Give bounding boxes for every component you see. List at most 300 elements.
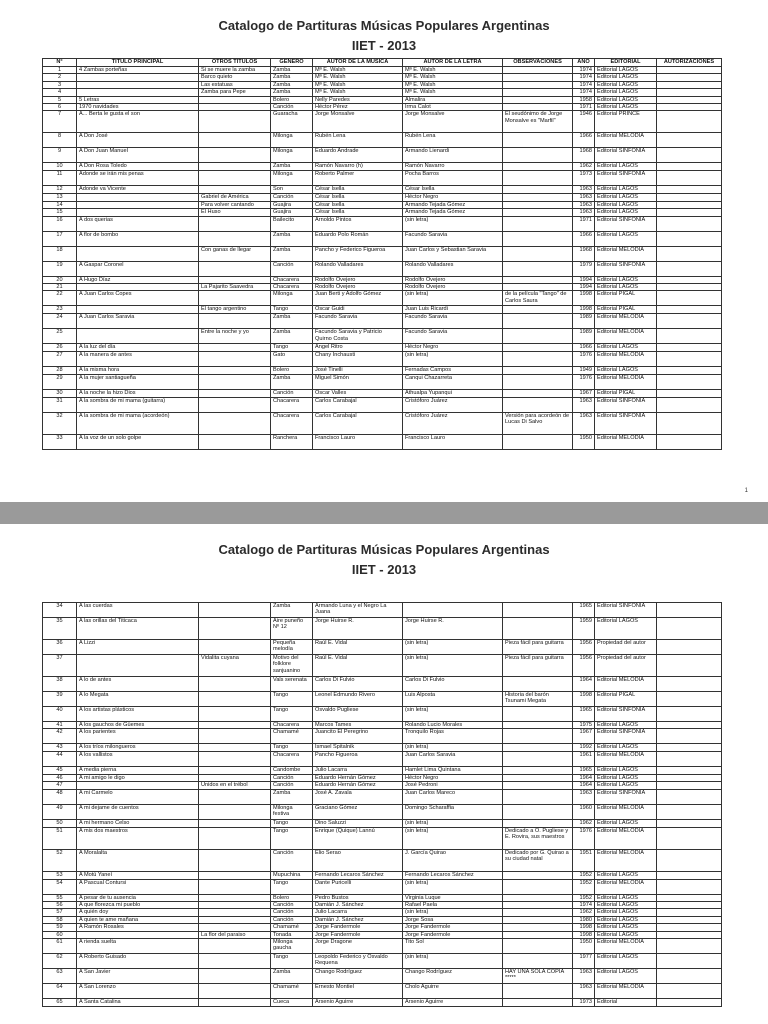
year-cell: 1946 [573,111,595,133]
observations-cell [503,148,573,163]
year-cell: 1974 [573,74,595,81]
genre-cell: Chacarera [271,751,313,766]
observations-cell [503,284,573,291]
music-author-cell: Eduardo Polo Román [313,231,403,246]
music-author-cell: Jorge Dragone [313,939,403,954]
column-header: OBSERVACIONES [503,59,573,67]
main-title-cell: A Don Juan Manuel [77,148,199,163]
row-number-cell: 22 [43,291,77,306]
authorizations-cell [657,186,722,194]
other-title-cell [199,879,271,894]
music-author-cell: Nelly Paredes [313,96,403,103]
genre-cell: Chacarera [271,397,313,412]
authorizations-cell [657,902,722,909]
genre-cell: Zamba [271,314,313,329]
genre-cell: Canción [271,194,313,201]
publisher-cell: Editorial LAGOS [595,902,657,909]
other-title-cell: El Huso [199,209,271,216]
music-author-cell: Chany Inchausti [313,352,403,367]
music-author-cell: Carlos Carabajal [313,397,403,412]
row-number-cell: 63 [43,969,77,984]
authorizations-cell [657,640,722,655]
authorizations-cell [657,104,722,111]
year-cell: 1963 [573,969,595,984]
year-cell: 1980 [573,916,595,923]
main-title-cell: 5 Letras [77,96,199,103]
main-title-cell: A los parientes [77,729,199,744]
genre-cell: Pequeña melodía [271,640,313,655]
lyrics-author-cell: Mª E. Walsh [403,67,503,74]
other-title-cell [199,692,271,707]
table-row [43,276,722,283]
observations-cell [503,344,573,352]
row-number-cell: 47 [43,782,77,789]
lyrics-author-cell: Jorge Huirse R. [403,618,503,640]
catalog-page-2 [0,524,768,1024]
lyrics-author-cell: (sin letra) [403,909,503,916]
lyrics-author-cell: Hamlet Lima Quintana [403,766,503,774]
row-number-cell: 61 [43,939,77,954]
observations-cell [503,374,573,389]
row-number-cell: 10 [43,163,77,171]
observations-cell: de la película "Tango" de Carlos Saura [503,291,573,306]
music-author-cell: Raúl E. Vidal [313,640,403,655]
year-cell: 1994 [573,276,595,283]
music-author-cell: Oscar Valles [313,389,403,397]
music-author-cell: Carlos Di Fulvio [313,677,403,692]
observations-cell: HAY UNA SOLA COPIA ***** [503,969,573,984]
lyrics-author-cell: (sin letra) [403,291,503,306]
table-row [43,751,722,766]
authorizations-cell [657,931,722,938]
lyrics-author-cell: Canqui Chazarreta [403,374,503,389]
lyrics-author-cell: (sin letra) [403,954,503,969]
genre-cell: Zamba [271,374,313,389]
music-author-cell: Ramón Navarro (h) [313,163,403,171]
genre-cell: Gato [271,352,313,367]
main-title-cell: A rienda suelta [77,939,199,954]
publisher-cell: Editorial LAGOS [595,782,657,789]
observations-cell [503,209,573,216]
genre-cell: Tonada [271,931,313,938]
main-title-cell [77,284,199,291]
table-row [43,104,722,111]
lyrics-author-cell: Juan Carlos Mareco [403,789,503,804]
year-cell: 1963 [573,984,595,999]
genre-cell: Bolero [271,96,313,103]
lyrics-author-cell: Cholo Aguirre [403,984,503,999]
music-author-cell: Angel Ritro [313,344,403,352]
row-number-cell: 34 [43,603,77,618]
row-number-cell: 8 [43,133,77,148]
row-number-cell: 12 [43,186,77,194]
year-cell: 1964 [573,782,595,789]
authorizations-cell [657,276,722,283]
genre-cell: Canción [271,916,313,923]
genre-cell: Zamba [271,163,313,171]
observations-cell [503,133,573,148]
authorizations-cell [657,827,722,849]
observations-cell [503,81,573,88]
music-author-cell: Armando Luna y el Negro La Juana [313,603,403,618]
row-number-cell: 43 [43,744,77,751]
authorizations-cell [657,194,722,201]
main-title-cell: A mi amigo le digo [77,774,199,781]
genre-cell: Cueca [271,999,313,1007]
genre-cell: Milonga [271,171,313,186]
music-author-cell: Chango Rodríguez [313,969,403,984]
row-number-cell: 7 [43,111,77,133]
table-row [43,924,722,931]
observations-cell: Versión para acordeón de Lucas Di Salvo [503,412,573,434]
genre-cell: Tango [271,879,313,894]
main-title-cell: A las orillas del Titicaca [77,618,199,640]
observations-cell [503,916,573,923]
publisher-cell: Editorial LAGOS [595,618,657,640]
other-title-cell [199,789,271,804]
lyrics-author-cell: J. García Quirao [403,849,503,871]
publisher-cell: Editorial LAGOS [595,201,657,208]
genre-cell: Zamba [271,231,313,246]
genre-cell: Canción [271,782,313,789]
publisher-cell: Editorial LAGOS [595,774,657,781]
lyrics-author-cell: Fernadas Campos [403,367,503,374]
year-cell: 1975 [573,722,595,729]
publisher-cell: Editorial MELODIA [595,314,657,329]
table-row [43,186,722,194]
genre-cell: Zamba [271,67,313,74]
main-title-cell [77,782,199,789]
music-author-cell: Jorge Fandermole [313,924,403,931]
music-author-cell: César Isella [313,186,403,194]
genre-cell: Tango [271,827,313,849]
other-title-cell [199,412,271,434]
other-title-cell: La flor del paraiso [199,931,271,938]
other-title-cell [199,352,271,367]
genre-cell: Bailecito [271,216,313,231]
authorizations-cell [657,89,722,96]
observations-cell [503,306,573,314]
music-author-cell: Jorge Monsalve [313,111,403,133]
other-title-cell [199,954,271,969]
table-row [43,291,722,306]
other-title-cell [199,969,271,984]
row-number-cell: 5 [43,96,77,103]
column-header: EDITORIAL [595,59,657,67]
other-title-cell: Vidalita cuyana [199,655,271,677]
authorizations-cell [657,954,722,969]
year-cell: 1962 [573,819,595,827]
main-title-cell: Adonde va Vicente [77,186,199,194]
genre-cell: Zamba [271,89,313,96]
publisher-cell: Editorial PRINCE [595,111,657,133]
year-cell: 1960 [573,804,595,819]
year-cell: 1998 [573,931,595,938]
publisher-cell: Editorial LAGOS [595,819,657,827]
main-title-cell: A mi hermano Celso [77,819,199,827]
year-cell: 1979 [573,261,595,276]
main-title-cell [77,89,199,96]
publisher-cell: Editorial MELODIA [595,677,657,692]
genre-cell: Canción [271,909,313,916]
observations-cell [503,722,573,729]
table-row [43,231,722,246]
observations-cell [503,201,573,208]
main-title-cell: A Roberto Guisado [77,954,199,969]
publisher-cell: Editorial LAGOS [595,276,657,283]
authorizations-cell [657,924,722,931]
lyrics-author-cell [403,603,503,618]
music-author-cell: Roberto Palmer [313,171,403,186]
observations-cell [503,367,573,374]
other-title-cell [199,827,271,849]
music-author-cell: César Isella [313,201,403,208]
publisher-cell: Editorial LAGOS [595,766,657,774]
lyrics-author-cell: Jorge Fandermole [403,924,503,931]
main-title-cell: A la sombra de mi mama (acordeón) [77,412,199,434]
publisher-cell: Editorial LAGOS [595,186,657,194]
music-author-cell: José A. Zavala [313,789,403,804]
row-number-cell: 6 [43,104,77,111]
authorizations-cell [657,201,722,208]
authorizations-cell [657,329,722,344]
other-title-cell [199,984,271,999]
authorizations-cell [657,729,722,744]
lyrics-author-cell: Mª E. Walsh [403,81,503,88]
genre-cell: Aire puneño Nº 12 [271,618,313,640]
table-row [43,879,722,894]
publisher-cell: Editorial LAGOS [595,194,657,201]
music-author-cell: Arnoldo Pintos [313,216,403,231]
main-title-cell: A Don Rosa Toledo [77,163,199,171]
row-number-cell: 32 [43,412,77,434]
row-number-cell: 21 [43,284,77,291]
row-number-cell: 4 [43,89,77,96]
genre-cell: Chamamé [271,984,313,999]
authorizations-cell [657,231,722,246]
music-author-cell: Eduardo Andrade [313,148,403,163]
genre-cell: Chacarera [271,412,313,434]
row-number-cell: 35 [43,618,77,640]
row-number-cell: 56 [43,902,77,909]
table-row [43,766,722,774]
observations-cell: El seudónimo de Jorge Monsalve es "Marfil" [503,111,573,133]
table-row [43,261,722,276]
main-title-cell [77,209,199,216]
row-number-cell: 36 [43,640,77,655]
music-author-cell: Arsenio Aguirre [313,999,403,1007]
year-cell: 1950 [573,939,595,954]
year-cell: 1966 [573,231,595,246]
observations-cell [503,744,573,751]
row-number-cell: 59 [43,924,77,931]
publisher-cell: Editorial MELODIA [595,879,657,894]
table-row [43,148,722,163]
observations-cell [503,931,573,938]
authorizations-cell [657,871,722,879]
genre-cell: Zamba [271,74,313,81]
publisher-cell: Editorial SINFONIA [595,397,657,412]
year-cell: 1971 [573,104,595,111]
lyrics-author-cell: Mª E. Walsh [403,89,503,96]
row-number-cell: 18 [43,246,77,261]
publisher-cell: Editorial SINFONIA [595,729,657,744]
publisher-cell: Editorial LAGOS [595,744,657,751]
authorizations-cell [657,999,722,1007]
main-title-cell: A la luz del día [77,344,199,352]
main-title-cell: A que florezca mi pueblo [77,902,199,909]
table-row [43,849,722,871]
lyrics-author-cell: Facundo Saravia [403,329,503,344]
other-title-cell [199,276,271,283]
publisher-cell: Editorial LAGOS [595,104,657,111]
genre-cell: Tango [271,306,313,314]
lyrics-author-cell: Rubén Lena [403,133,503,148]
publisher-cell: Editorial SINFONIA [595,148,657,163]
other-title-cell [199,96,271,103]
table-row [43,909,722,916]
authorizations-cell [657,81,722,88]
lyrics-author-cell: Armando Lienardi [403,148,503,163]
lyrics-author-cell: Cristóforo Juárez [403,412,503,434]
year-cell: 1966 [573,133,595,148]
publisher-cell: Editorial SINFONIA [595,789,657,804]
lyrics-author-cell: (sin letra) [403,655,503,677]
publisher-cell: Editorial PIGAL [595,389,657,397]
main-title-cell: A Moralalta [77,849,199,871]
genre-cell: Chacarera [271,284,313,291]
table-row [43,367,722,374]
column-header: OTROS TITULOS [199,59,271,67]
other-title-cell [199,909,271,916]
year-cell: 1963 [573,789,595,804]
other-title-cell: Para volver cantando [199,201,271,208]
year-cell: 1971 [573,216,595,231]
genre-cell: Canción [271,902,313,909]
authorizations-cell [657,751,722,766]
observations-cell [503,766,573,774]
genre-cell: Milonga [271,133,313,148]
authorizations-cell [657,782,722,789]
other-title-cell [199,603,271,618]
music-author-cell: Leonel Edmundo Rivero [313,692,403,707]
observations-cell [503,871,573,879]
row-number-cell: 13 [43,194,77,201]
authorizations-cell [657,939,722,954]
other-title-cell: Zamba para Pepe [199,89,271,96]
observations-cell [503,729,573,744]
publisher-cell: Editorial SINFONIA [595,412,657,434]
observations-cell [503,804,573,819]
authorizations-cell [657,67,722,74]
other-title-cell [199,999,271,1007]
main-title-cell: A Gaspar Coronel [77,261,199,276]
table-row [43,329,722,344]
catalog-page-1 [0,0,768,502]
observations-cell: Pieza fácil para guitarra [503,655,573,677]
table-row [43,133,722,148]
observations-cell [503,67,573,74]
other-title-cell [199,186,271,194]
main-title-cell: A Don José [77,133,199,148]
lyrics-author-cell: César Isella [403,186,503,194]
genre-cell: Canción [271,774,313,781]
main-title-cell: A lo de antes [77,677,199,692]
row-number-cell: 49 [43,804,77,819]
table-row [43,397,722,412]
authorizations-cell [657,744,722,751]
genre-cell: Tango [271,744,313,751]
main-title-cell: A Hugo Díaz [77,276,199,283]
other-title-cell: La Pajarito Saavedra [199,284,271,291]
table-row [43,412,722,434]
lyrics-author-cell: Irma Calot [403,104,503,111]
lyrics-author-cell: (sin letra) [403,827,503,849]
table-row [43,246,722,261]
lyrics-author-cell: Ramón Navarro [403,163,503,171]
authorizations-cell [657,879,722,894]
row-number-cell: 1 [43,67,77,74]
lyrics-author-cell: Francisco Lauro [403,434,503,449]
publisher-cell: Editorial PIGAL [595,291,657,306]
year-cell: 1973 [573,171,595,186]
authorizations-cell [657,618,722,640]
other-title-cell [199,894,271,901]
document-title: Catalogo de Partituras Músicas Populares Argentinas [218,18,550,33]
other-title-cell: Unidos en el trébol [199,782,271,789]
music-author-cell: Carlos Carabajal [313,412,403,434]
genre-cell: Milonga festiva [271,804,313,819]
other-title-cell [199,367,271,374]
music-author-cell: Facundo Saravia y Patricio Quirno Costa [313,329,403,344]
genre-cell: Canción [271,104,313,111]
authorizations-cell [657,209,722,216]
lyrics-author-cell: José Pedroni [403,782,503,789]
authorizations-cell [657,677,722,692]
row-number-cell: 42 [43,729,77,744]
lyrics-author-cell: Héctor Negro [403,194,503,201]
music-author-cell: Marcos Tames [313,722,403,729]
publisher-cell: Editorial MELODIA [595,984,657,999]
year-cell: 1989 [573,329,595,344]
music-author-cell: Jorge Fandermole [313,931,403,938]
music-author-cell: Ernesto Montiel [313,984,403,999]
genre-cell: Tango [271,954,313,969]
authorizations-cell [657,246,722,261]
other-title-cell [199,104,271,111]
authorizations-cell [657,789,722,804]
publisher-cell: Editorial LAGOS [595,96,657,103]
authorizations-cell [657,291,722,306]
other-title-cell [199,849,271,871]
lyrics-author-cell: Luis Alposta [403,692,503,707]
other-title-cell [199,819,271,827]
observations-cell [503,819,573,827]
publisher-cell: Editorial LAGOS [595,81,657,88]
table-row [43,89,722,96]
table-row [43,999,722,1007]
year-cell: 1968 [573,246,595,261]
music-author-cell: Miguel Simón [313,374,403,389]
year-cell: 1973 [573,999,595,1007]
observations-cell [503,104,573,111]
year-cell: 1976 [573,374,595,389]
main-title-cell: A flor de bombo [77,231,199,246]
column-header: TITULO PRINCIPAL [77,59,199,67]
other-title-cell [199,344,271,352]
publisher-cell: Editorial LAGOS [595,909,657,916]
table-row [43,984,722,999]
